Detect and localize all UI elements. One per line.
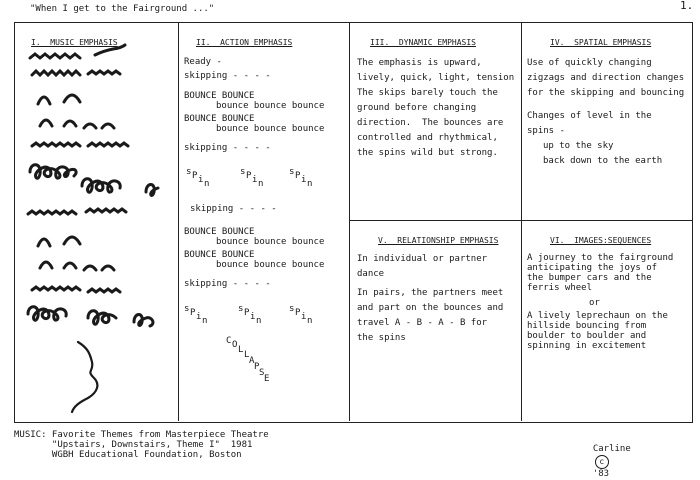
dynamic-text: The emphasis is upward, lively, quick, light, tension The skips barely touch the ground before changing direction. The bounces are controlled and rhythmical, the spins wild but strong.: [357, 58, 515, 158]
bounce-upper-3: BOUNCE BOUNCE: [184, 227, 255, 237]
bounce-upper-1: BOUNCE BOUNCE: [184, 91, 255, 101]
images-heading: VI. IMAGES:SEQUENCES: [550, 236, 652, 245]
spin-word: s P i n: [289, 167, 313, 189]
music-heading: I. MUSIC EMPHASIS: [31, 38, 118, 47]
spatial-text: Use of quickly changing zigzags and direction changes for the skipping and bouncing Changes of level in the spins - up to the sky back down to the earth: [527, 58, 685, 166]
bounce-lower-3: bounce bounce bounce: [216, 237, 325, 247]
skipping-3: skipping - - - -: [190, 204, 277, 214]
bounce-lower-4: bounce bounce bounce: [216, 260, 325, 270]
copyright-icon: c: [595, 455, 609, 469]
skipping-2: skipping - - - -: [184, 143, 271, 153]
ready-label: Ready -: [184, 57, 222, 67]
relationship-text: In individual or partner dance In pairs, the partners meet and part on the bounces and travel A - B - A - B for the spins: [357, 254, 504, 343]
images-text: A journey to the fairground anticipating the joys of the bumper cars and the ferris wheel or A lively leprechaun on the hillside bouncing from boulder to boulder and spinning in excitement: [527, 253, 674, 351]
relationship-heading: V. RELATIONSHIP EMPHASIS: [378, 236, 499, 245]
spin-word: s P i n: [240, 167, 264, 189]
spin-word: s P i n: [186, 167, 210, 189]
author-credit: [582, 433, 631, 480]
spin-word: s P i n: [289, 304, 313, 326]
page-number: 1.: [680, 0, 694, 12]
skipping-1: skipping - - - -: [184, 71, 271, 81]
year: '83: [592, 469, 610, 479]
bounce-lower-1: bounce bounce bounce: [216, 101, 325, 111]
spatial-heading: IV. SPATIAL EMPHASIS: [550, 38, 652, 47]
bounce-lower-2: bounce bounce bounce: [216, 124, 325, 134]
collapse-word: C O L L A P S E: [226, 336, 270, 384]
skipping-4: skipping - - - -: [184, 279, 271, 289]
spin-word: s P i n: [238, 304, 262, 326]
page-title: "When I get to the Fairground ...": [30, 4, 215, 14]
music-credit: MUSIC: Favorite Themes from Masterpiece Theatre "Upstairs, Downstairs, Theme I" 1981 WGBH Educational Foundation, Boston: [14, 430, 269, 460]
bounce-upper-2: BOUNCE BOUNCE: [184, 114, 255, 124]
dynamic-heading: III. DYNAMIC EMPHASIS: [370, 38, 476, 47]
author-name: Carline: [592, 444, 631, 454]
action-heading: II. ACTION EMPHASIS: [196, 38, 293, 47]
bounce-upper-4: BOUNCE BOUNCE: [184, 250, 255, 260]
spin-word: s P i n: [184, 304, 208, 326]
